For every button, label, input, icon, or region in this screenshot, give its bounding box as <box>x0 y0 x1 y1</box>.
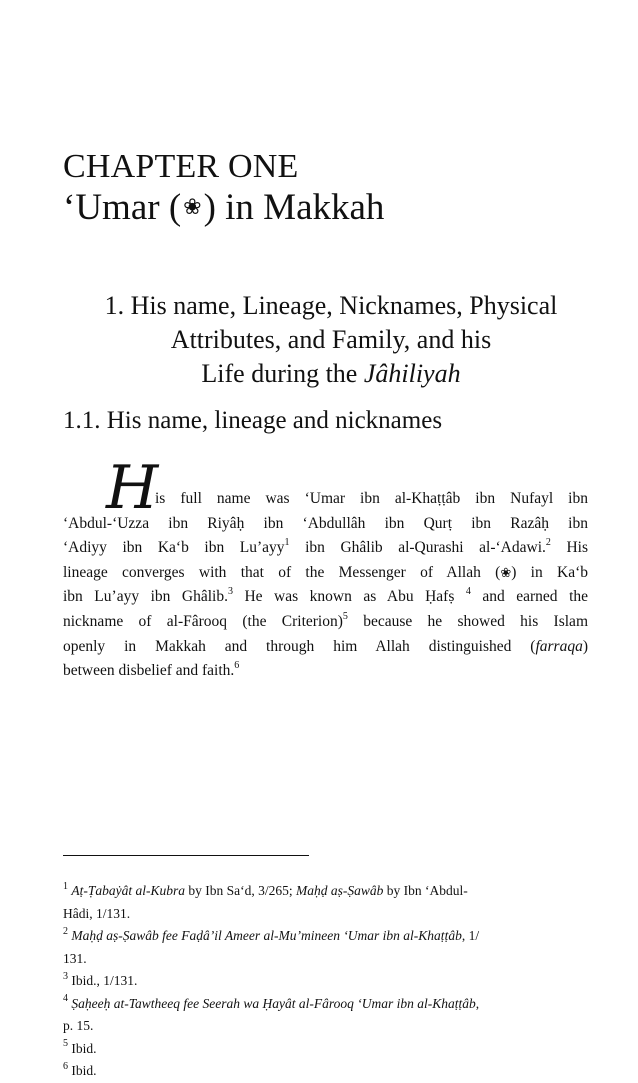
footnote-number: 1 <box>63 880 68 892</box>
body-text-run: between disbelief and faith. <box>63 662 235 680</box>
footnote-ref: 3 <box>227 586 233 598</box>
footnote <box>63 925 588 970</box>
section-heading-line <box>66 357 596 391</box>
footnote-line: 131. <box>63 950 87 966</box>
footnote-divider <box>63 855 309 856</box>
footnote <box>63 993 588 1038</box>
footnote-line <box>63 970 588 993</box>
footnote-italic: Maḥḍ aṣ-Ṣawâb <box>296 883 384 898</box>
footnote-text: , 1/ <box>461 928 480 943</box>
body-paragraph <box>63 487 588 684</box>
footnote <box>63 880 588 925</box>
body-text-run: ) in Ka‘b <box>511 563 588 581</box>
footnote-number: 2 <box>63 925 68 937</box>
footnote-text: , <box>475 995 480 1011</box>
body-text-run: openly in Makkah and through him Allah distinguished ( <box>63 637 536 655</box>
footnote-line <box>63 925 588 948</box>
chapter-title-text-start: ‘Umar ( <box>63 187 182 228</box>
footnotes <box>63 880 588 1083</box>
section-heading <box>66 289 596 391</box>
body-text-run: ibn Lu’ayy ibn Ghâlib. <box>63 588 228 606</box>
footnote-ref: 1 <box>284 537 290 549</box>
body-line <box>63 536 588 561</box>
footnote-ref: 4 <box>465 586 471 598</box>
footnote-line <box>63 1038 588 1061</box>
footnote-number: 6 <box>63 1060 68 1072</box>
body-text-run: and earned the <box>470 588 589 606</box>
footnote-number: 4 <box>63 993 68 1004</box>
body-line <box>63 561 588 586</box>
body-text-run: because he showed his Islam <box>347 612 588 630</box>
footnote <box>63 970 588 993</box>
footnote-line <box>63 993 588 1016</box>
footnote-text: by Ibn ‘Abdul- <box>383 883 468 898</box>
footnote-italic: Maḥḍ aṣ-Ṣawâb fee Faḍâ’il Ameer al-Mu’mineen ‘Umar ibn al-Khaṭṭâb <box>71 928 462 943</box>
body-line: ‘Abdul-‘Uzza ibn Riyâḥ ibn ‘Abdullâh ibn Qurṭ ibn Razâḥ ibn <box>63 514 588 532</box>
chapter-title-text-end: ) in Makkah <box>203 187 385 228</box>
footnote-text: Ibid. <box>71 1063 97 1078</box>
chapter-label: CHAPTER ONE <box>63 148 299 185</box>
footnote <box>63 1060 588 1083</box>
footnote-line <box>63 1060 588 1083</box>
footnote-ref: 5 <box>342 610 348 622</box>
footnote-text: Ibid. <box>71 1040 97 1056</box>
footnote-line <box>63 880 588 903</box>
footnote-italic: Aṭ-Ṭabaẏât al-Kubra <box>71 883 185 898</box>
body-line <box>63 585 588 610</box>
body-text-run: He was known as Abu Ḥafṣ <box>232 588 466 606</box>
footnote-ref: 2 <box>545 537 551 549</box>
drop-cap: H <box>106 453 159 523</box>
honorific-calligraphy-icon: ❀ <box>500 564 512 580</box>
footnote <box>63 1038 588 1061</box>
section-heading-italic: Jâhiliyah <box>363 359 461 388</box>
body-line <box>63 610 588 635</box>
footnote-number: 5 <box>63 1038 68 1049</box>
section-heading-line: Attributes, and Family, and his <box>170 325 492 354</box>
body-text-run: ibn Ghâlib al-Qurashi al-‘Adawi. <box>289 539 546 557</box>
section-heading-text: Life during the <box>201 359 364 388</box>
body-line <box>63 635 588 660</box>
body-italic-run: farraqa <box>535 637 583 655</box>
body-text-run: lineage converges with that of the Messenger of Allah ( <box>63 563 501 581</box>
footnote-ref: 6 <box>234 660 240 671</box>
body-text-run: ‘Adiyy ibn Ka‘b ibn Lu’ayy <box>63 539 285 557</box>
body-line: is full name was ‘Umar ibn al-Khaṭṭâb ibn Nufayl ibn <box>155 490 588 507</box>
footnote-text: by Ibn Sa‘d, 3/265; <box>185 883 296 898</box>
subsection-heading: 1.1. His name, lineage and nicknames <box>63 407 443 434</box>
chapter-title <box>63 186 384 229</box>
body-line <box>63 659 588 684</box>
body-text-run: ) <box>582 637 588 655</box>
body-text-run: nickname of al-Fârooq (the Criterion) <box>63 612 343 630</box>
footnote-line: p. 15. <box>63 1018 94 1033</box>
body-text-run: His <box>550 539 588 557</box>
footnote-line: Hâdi, 1/131. <box>63 905 131 921</box>
honorific-calligraphy-icon: ❀ <box>183 193 202 219</box>
footnote-number: 3 <box>63 970 68 982</box>
footnote-italic: Ṣaḥeeḥ at-Tawtheeq fee Seerah wa Ḥayât al-Fârooq ‘Umar ibn al-Khaṭṭâb <box>71 995 476 1011</box>
section-heading-line: 1. His name, Lineage, Nicknames, Physical <box>104 291 558 320</box>
footnote-text: Ibid., 1/131. <box>71 973 138 988</box>
